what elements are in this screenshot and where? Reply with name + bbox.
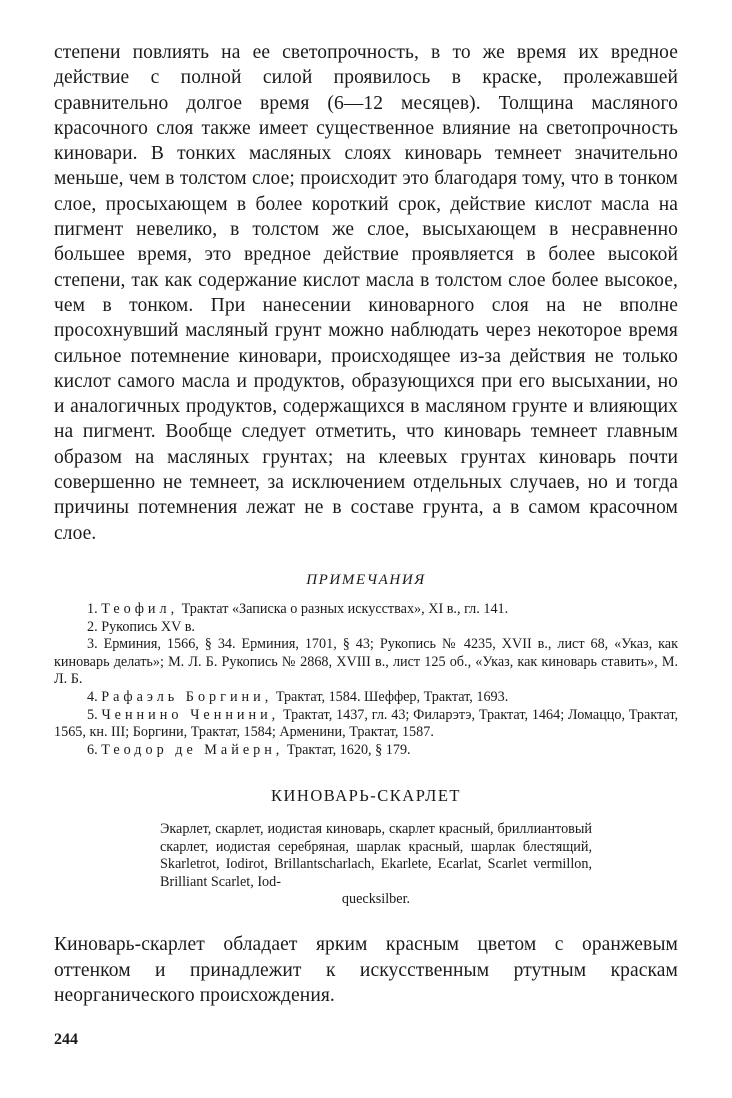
note-item: 2. Рукопись XV в. xyxy=(87,618,195,635)
notes-list xyxy=(54,601,678,759)
main-paragraph: степени повлиять на ее светопрочность, в то же время их вредное действие с полной силой проявилось в краске, пролежавшей сравнительно долгое время (6—12 месяцев). Толщина масляного красочного слоя также имеет существенное влияние на светопрочность киновари. В тонких масляных слоях киноварь темнеет значительно меньше, чем в толстом слое; происходит это благодаря тому, что в тонком слое, просыхающем в более короткий срок, действие кислот масла на пигмент невелико, в толстом же слое, высыхающем в несравненно большее время, это вредное действие проявляется в более высокой степени, так как содержание кислот масла в толстом слое более высокое, чем в тонком. При нанесении киноварного слоя на не вполне просохнувший масляный грунт можно наблюдать через некоторое время сильное потемнение киновари, происходящее из-за действия не только кислот самого масла и продуктов, образующихся при его высыхании, но и аналогичных продуктов, содержащихся в масляном грунте и влияющих на пигмент. Вообще следует отметить, что киноварь темнеет главным образом на масляных грунтах; на клеевых грунтах киноварь почти совершенно не темнеет, за исключением отдельных случаев, но и тогда причины потемнения лежат не в составе грунта, а в самом красочном слое. xyxy=(54,42,678,544)
page-number: 244 xyxy=(54,1031,78,1048)
note-item: 5. Ченнино Ченнини, Трактат, 1437, гл. 43; Филарэтэ, Трактат, 1464; Ломаццо, Трактат, 1565, кн. III; Боргини, Трактат, 1584; Арменини, Трактат, 1587. xyxy=(54,706,679,741)
notes-title: ПРИМЕЧАНИЯ xyxy=(306,571,426,588)
note-item: 6. Теодор де Майерн, Трактат, 1620, § 179. xyxy=(87,741,411,758)
synonyms-text-end: quecksilber. xyxy=(341,890,411,907)
note-item: 1. Теофил, Трактат «Записка о разных искусствах», XI в., гл. 141. xyxy=(87,600,509,617)
note-item: 4. Рафаэль Боргини, Трактат, 1584. Шеффер, Трактат, 1693. xyxy=(87,688,509,705)
second-paragraph: Киноварь-скарлет обладает ярким красным цветом с оранжевым оттенком и принадлежит к искусственным ртутным краскам неорганического происхождения. xyxy=(54,934,678,1006)
synonyms-text: Экарлет, скарлет, иодистая киноварь, скарлет красный, бриллиантовый скарлет, иодистая серебряная, шарлак красный, шарлак блестящий, Skarletrot, Iodirot, Brillantscharlach, Ekarlete, Ecarlat, Scarlet vermillon, Brilliant Scarlet, Iod- xyxy=(160,821,592,890)
synonyms-block xyxy=(160,821,592,908)
note-author: Ченнино Ченнини, xyxy=(101,706,280,723)
section-title: КИНОВАРЬ-СКАРЛЕТ xyxy=(271,786,461,806)
page-content xyxy=(54,40,678,1008)
note-author: Теофил, xyxy=(101,600,179,617)
note-author: Рафаэль Боргини, xyxy=(101,688,273,705)
note-author: Теодор де Майерн, xyxy=(101,741,284,758)
note-item: 3. Ерминия, 1566, § 34. Ерминия, 1701, § 43; Рукопись № 4235, XVII в., лист 68, «Указ, как киноварь делать»; М. Л. Б. Рукопись № 2868, XVIII в., лист 125 об., «Указ, как киноварь ставить», М. Л. Б. xyxy=(54,636,678,688)
